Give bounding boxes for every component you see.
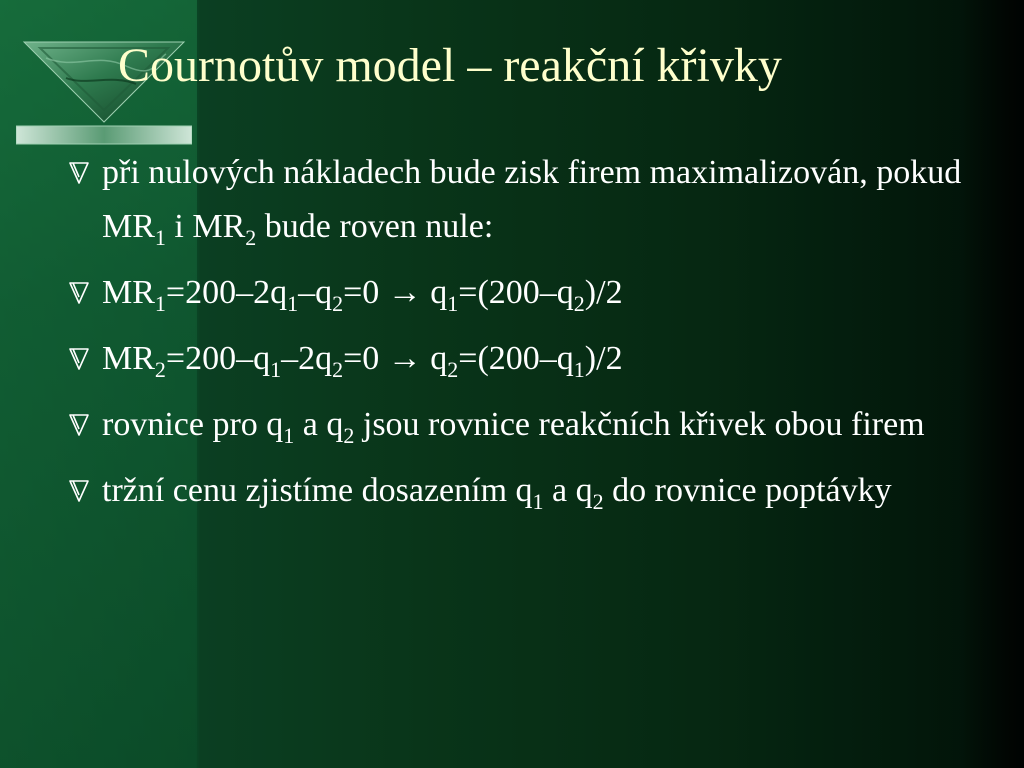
bullet-text: =(200–q <box>458 340 574 377</box>
bullet-text: a q <box>294 406 344 443</box>
subscript-text: 1 <box>154 225 166 250</box>
bullet-list <box>68 146 978 518</box>
bullet-text: bude roven nule: <box>256 208 494 245</box>
subscript-text: 2 <box>332 291 344 316</box>
bullet-text: =0 → q <box>343 340 448 377</box>
bullet-text: –2q <box>281 340 333 377</box>
bullet-text: =(200–q <box>458 274 574 311</box>
downward-triangle-check-icon <box>68 398 98 452</box>
bullet-text: do rovnice poptávky <box>603 472 892 509</box>
subscript-text: 2 <box>343 423 355 448</box>
subscript-text: 1 <box>287 291 299 316</box>
bullet-item <box>68 464 978 518</box>
bullet-text: –q <box>298 274 333 311</box>
bullet-text: MR <box>102 340 155 377</box>
subscript-text: 2 <box>332 357 344 382</box>
bullet-item <box>68 146 978 254</box>
bullet-text: při nulových nákladech bude zisk firem maximalizován, pokud MR <box>102 154 962 245</box>
downward-triangle-check-icon <box>68 464 98 518</box>
subscript-text: 1 <box>447 291 459 316</box>
slide-title: Cournotův model – reakční křivky <box>118 39 782 92</box>
bullet-item <box>68 266 978 320</box>
bullet-text: )/2 <box>584 274 623 311</box>
bullet-text: rovnice pro q <box>102 406 284 443</box>
bullet-text: tržní cenu zjistíme dosazením q <box>102 472 533 509</box>
bullet-text: a q <box>543 472 593 509</box>
bullet-item <box>68 398 978 452</box>
bullet-text: jsou rovnice reakčních křivek obou firem <box>354 406 925 443</box>
bullet-text: =200–q <box>165 340 271 377</box>
subscript-text: 1 <box>532 489 544 514</box>
subscript-text: 2 <box>447 357 459 382</box>
bullet-text: i MR <box>165 208 246 245</box>
bullet-text: =200–2q <box>165 274 288 311</box>
downward-triangle-check-icon <box>68 332 98 386</box>
subscript-text: 1 <box>154 291 166 316</box>
bullet-text: MR <box>102 274 155 311</box>
subscript-text: 2 <box>245 225 257 250</box>
bullet-text: )/2 <box>584 340 623 377</box>
downward-triangle-check-icon <box>68 266 98 320</box>
subscript-text: 1 <box>270 357 282 382</box>
subscript-text: 2 <box>154 357 166 382</box>
subscript-text: 2 <box>573 291 585 316</box>
downward-triangle-check-icon <box>68 146 98 200</box>
bullet-text: =0 → q <box>343 274 448 311</box>
subscript-text: 1 <box>283 423 295 448</box>
bullet-item <box>68 332 978 386</box>
subscript-text: 2 <box>592 489 604 514</box>
subscript-text: 1 <box>573 357 585 382</box>
